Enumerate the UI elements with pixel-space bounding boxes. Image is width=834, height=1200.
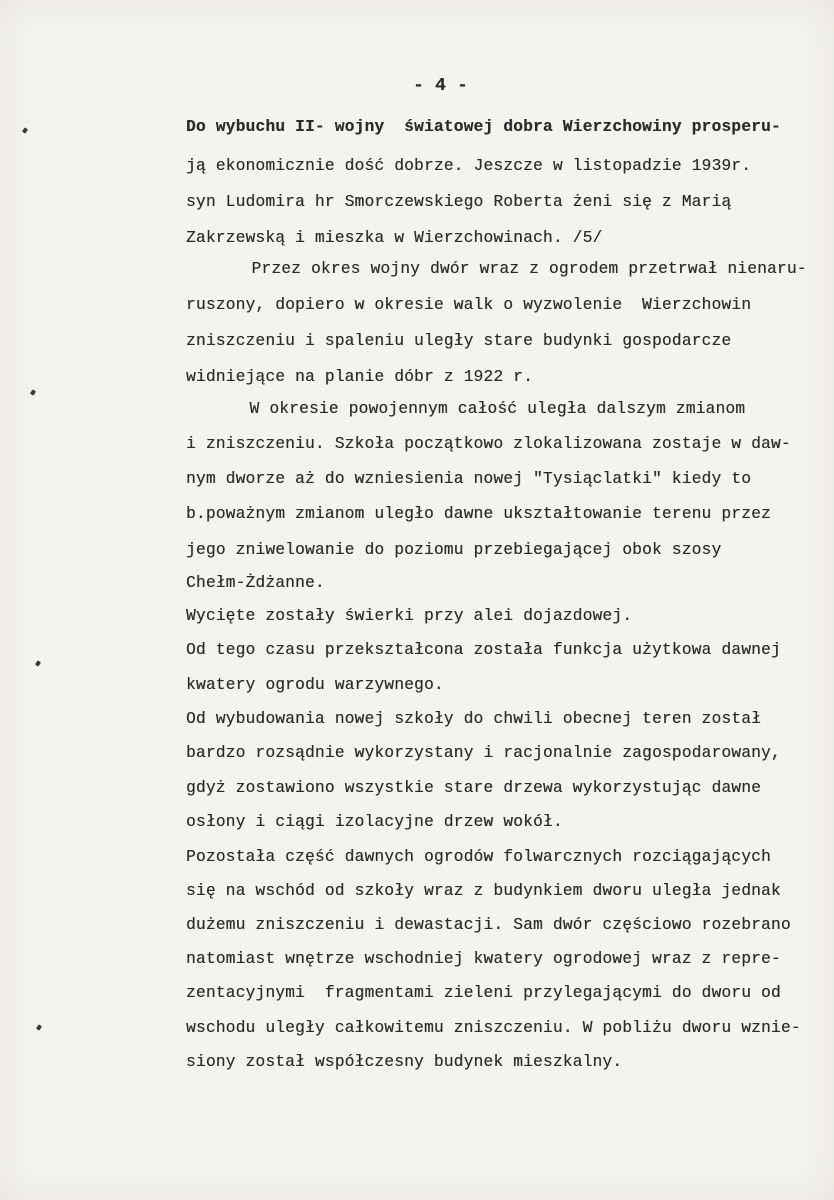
text-line-28: siony został współczesny budynek mieszkalny. xyxy=(186,1053,623,1071)
text-line-23: się na wschód od szkoły wraz z budynkiem dworu uległa jednak xyxy=(186,882,781,900)
margin-mark xyxy=(30,389,36,395)
text-line-20: gdyż zostawiono wszystkie stare drzewa wykorzystując dawne xyxy=(186,779,762,797)
text-line-25: natomiast wnętrze wschodniej kwatery ogrodowej wraz z repre- xyxy=(186,950,781,968)
text-line-15: Wycięte zostały świerki przy alei dojazdowej. xyxy=(186,607,633,625)
text-line-12: b.poważnym zmianom uległo dawne ukształtowanie terenu przez xyxy=(186,505,771,523)
text-line-22: Pozostała część dawnych ogrodów folwarcznych rozciągających xyxy=(186,848,771,866)
text-line-24: dużemu zniszczeniu i dewastacji. Sam dwór częściowo rozebrano xyxy=(186,916,791,934)
text-line-19: bardzo rozsądnie wykorzystany i racjonalnie zagospodarowany, xyxy=(186,744,781,762)
text-line-18: Od wybudowania nowej szkoły do chwili obecnej teren został xyxy=(186,710,762,728)
text-line-21: osłony i ciągi izolacyjne drzew wokół. xyxy=(186,813,563,831)
text-line-26: zentacyjnymi fragmentami zieleni przylegającymi do dworu od xyxy=(186,984,781,1002)
text-line-13: jego zniwelowanie do poziomu przebiegającej obok szosy xyxy=(186,541,722,559)
margin-mark xyxy=(36,1024,42,1030)
text-line-9: W okresie powojennym całość uległa dalszym zmianom xyxy=(190,400,746,418)
text-line-27: wschodu uległy całkowitemu zniszczeniu. W pobliżu dworu wznie- xyxy=(186,1019,801,1037)
margin-mark xyxy=(35,660,41,666)
page-number: - 4 - xyxy=(413,76,469,96)
text-line-8: widniejące na planie dóbr z 1922 r. xyxy=(186,368,533,386)
text-line-11: nym dworze aż do wzniesienia nowej "Tysiąclatki" kiedy to xyxy=(186,470,752,488)
text-line-4: Zakrzewską i mieszka w Wierzchowinach. /5/ xyxy=(186,229,603,247)
text-line-7: zniszczeniu i spaleniu uległy stare budynki gospodarcze xyxy=(186,332,732,350)
text-line-1: Do wybuchu II- wojny światowej dobra Wierzchowiny prosperu- xyxy=(186,118,781,136)
text-line-17: kwatery ogrodu warzywnego. xyxy=(186,676,444,694)
text-line-3: syn Ludomira hr Smorczewskiego Roberta żeni się z Marią xyxy=(186,193,732,211)
text-line-5: Przez okres wojny dwór wraz z ogrodem przetrwał nienaru- xyxy=(192,260,807,278)
text-line-10: i zniszczeniu. Szkoła początkowo zlokalizowana zostaje w daw- xyxy=(186,435,791,453)
text-line-6: ruszony, dopiero w okresie walk o wyzwolenie Wierzchowin xyxy=(186,296,752,314)
margin-mark xyxy=(22,127,28,133)
text-line-14: Chełm-Żdżanne. xyxy=(186,574,325,592)
text-line-16: Od tego czasu przekształcona została funkcja użytkowa dawnej xyxy=(186,641,781,659)
text-line-2: ją ekonomicznie dość dobrze. Jeszcze w listopadzie 1939r. xyxy=(186,157,752,175)
